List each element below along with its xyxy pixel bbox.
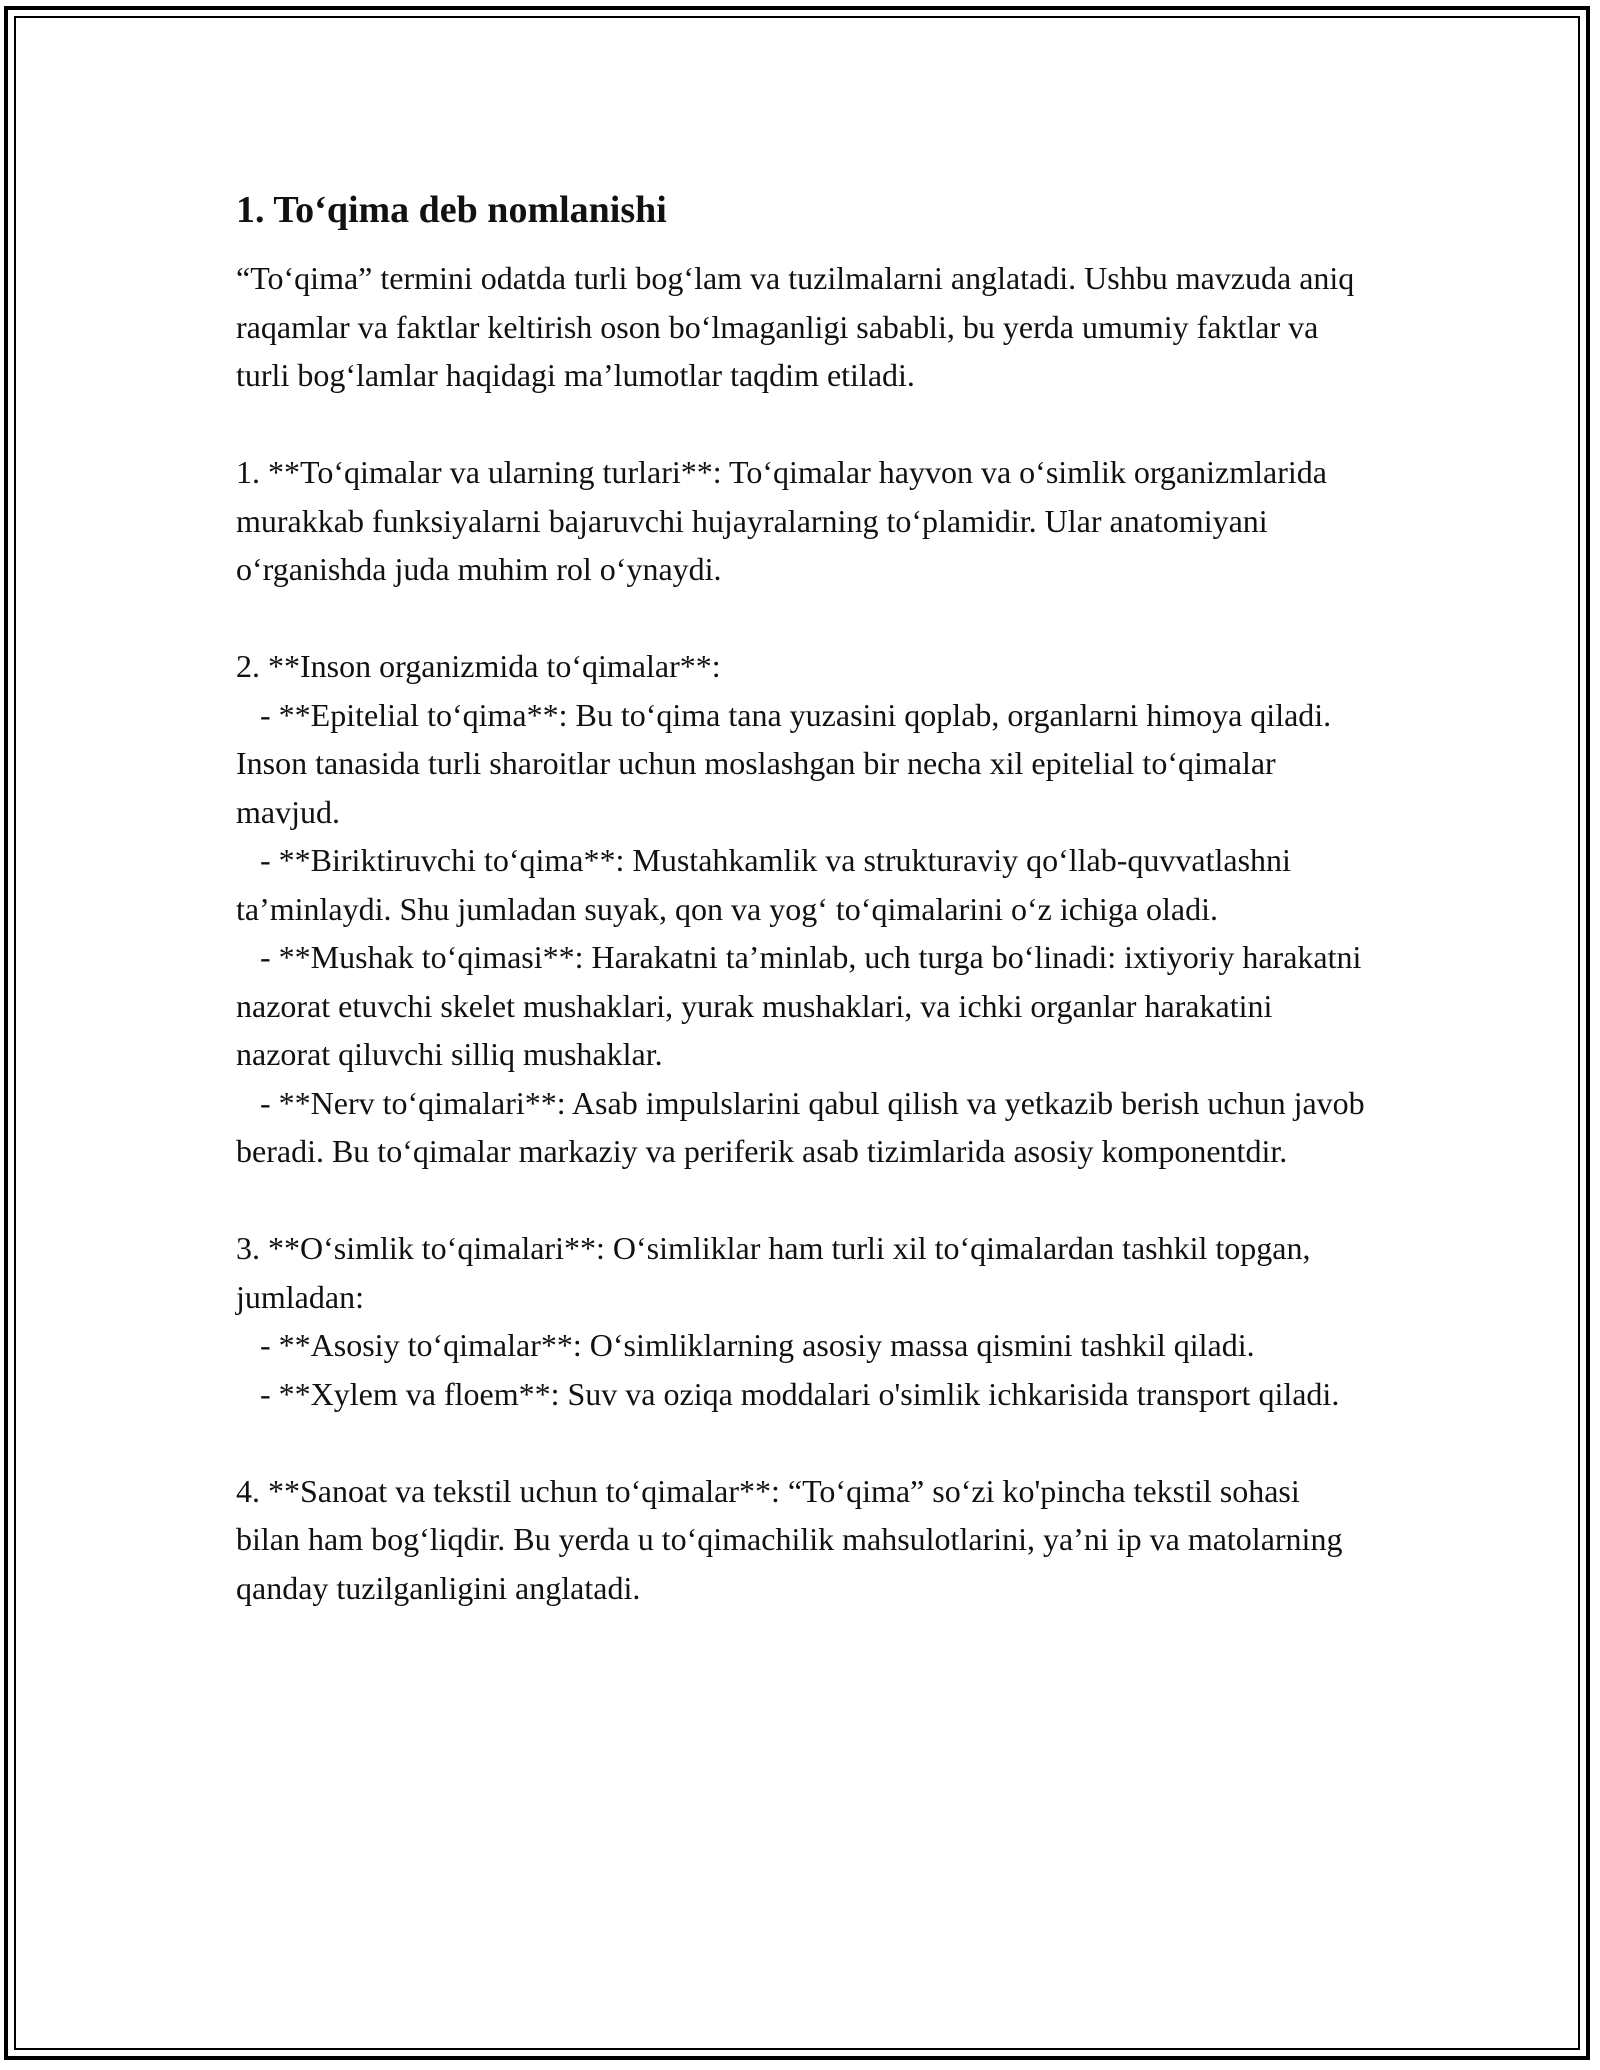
paragraph-gap [236, 400, 1366, 449]
section-plant-tissues: 3. **O‘simlik to‘qimalari**: O‘simliklar ham turli xil to‘qimalardan tashkil topgan, jumladan: - **Asosiy to‘qimalar**: O‘simliklarning asosiy massa qismini tashkil qiladi. - **Xylem va floem**: Suv va oziqa moddalari o'simlik ichkarisida transport qiladi. [236, 1230, 1340, 1412]
document-body [236, 186, 1366, 1612]
document-title: 1. To‘qima deb nomlanishi [236, 189, 667, 231]
section-human-tissues: 2. **Inson organizmida to‘qimalar**: - **Epitelial to‘qima**: Bu to‘qima tana yuzasini qoplab, organlarni himoya qiladi. Inson tanasida turli sharoitlar uchun moslashgan bir necha xil epitelial to‘qimalar mavjud. - **Biriktiruvchi to‘qima**: Mustahkamlik va strukturaviy qo‘llab-quvvatlashni ta’minlaydi. Shu jumladan suyak, qon va yog‘ to‘qimalarini o‘z ichiga oladi. - **Mushak to‘qimasi**: Harakatni ta’minlab, uch turga bo‘linadi: ixtiyoriy harakatni nazorat etuvchi skelet mushaklari, yurak mushaklari, va ichki organlar harakatini nazorat qiluvchi silliq mushaklar. - **Nerv to‘qimalari**: Asab impulslarini qabul qilish va yetkazib berish uchun javob beradi. Bu to‘qimalar markaziy va periferik asab tizimlarida asosiy komponentdir. [236, 648, 1365, 1169]
paragraph-gap [236, 594, 1366, 643]
section-tissue-types: 1. **To‘qimalar va ularning turlari**: To‘qimalar hayvon va o‘simlik organizmlarida murakkab funksiyalarni bajaruvchi hujayralarning to‘plamidir. Ular anatomiyani o‘rganishda juda muhim rol o‘ynaydi. [236, 454, 1335, 587]
section-textile-tissues: 4. **Sanoat va tekstil uchun to‘qimalar**: “To‘qima” so‘zi ko'pincha tekstil sohasi bilan ham bog‘liqdir. Bu yerda u to‘qimachilik mahsulotlarini, ya’ni ip va matolarning qanday tuzilganligini anglatadi. [236, 1472, 1351, 1606]
intro-paragraph: “To‘qima” termini odatda turli bog‘lam va tuzilmalarni anglatadi. Ushbu mavzuda aniq raqamlar va faktlar keltirish oson bo‘lmaganligi sababli, bu yerda umumiy faktlar va turli bog‘lamlar haqidagi ma’lumotlar taqdim etiladi. [236, 260, 1363, 393]
paragraph-gap [236, 1176, 1366, 1225]
paragraph-gap [236, 1418, 1366, 1467]
